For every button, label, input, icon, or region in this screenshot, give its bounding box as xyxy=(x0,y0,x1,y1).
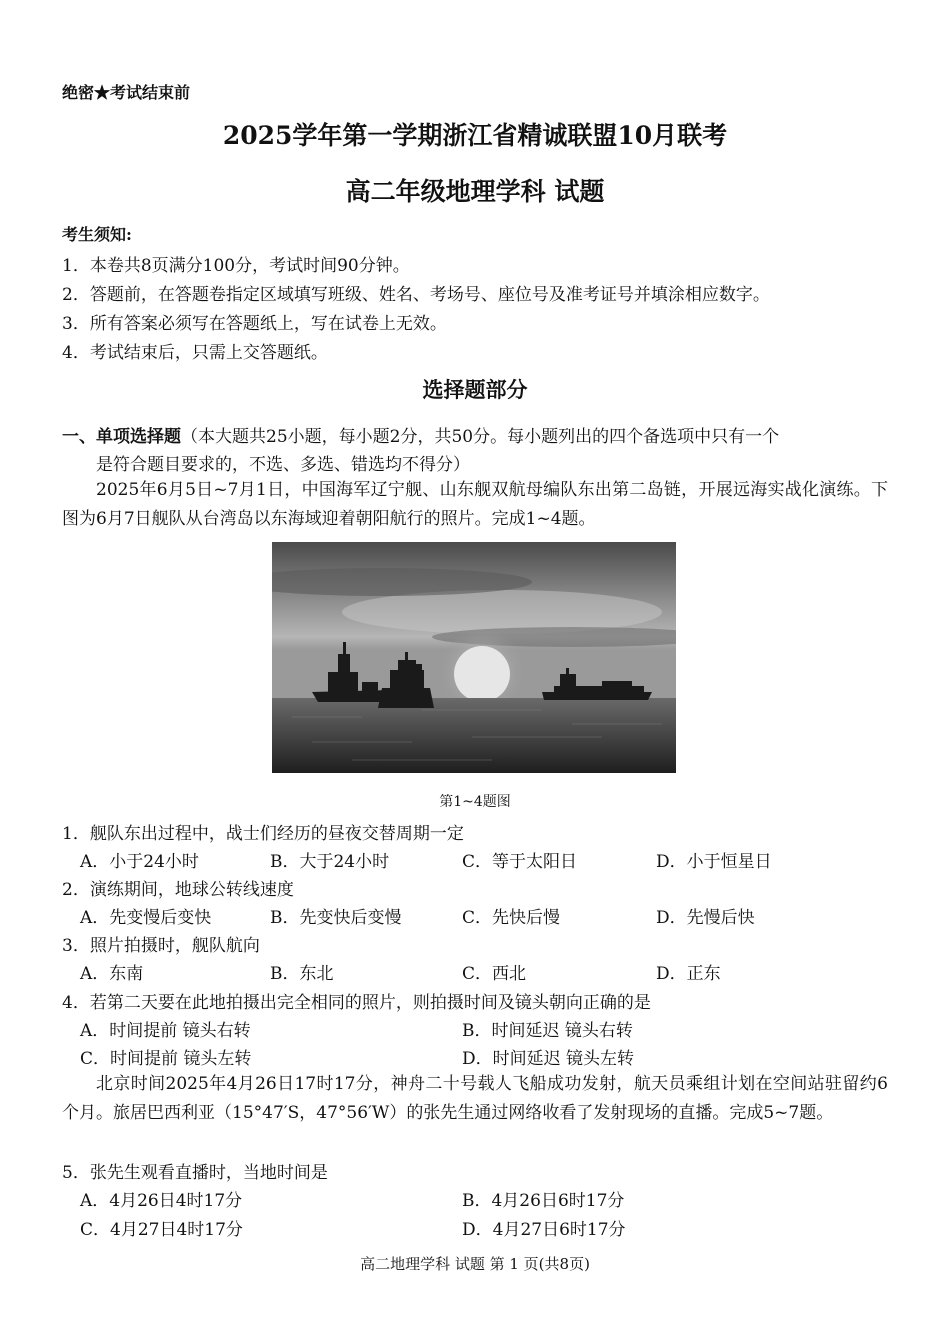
option-c: C．4月27日4时17分 xyxy=(80,1220,243,1240)
passage-1: 2025年6月5日~7月1日，中国海军辽宁舰、山东舰双航母编队东出第二岛链，开展远海实战化演练。下图为6月7日舰队从台湾岛以东海域迎着朝阳航行的照片。完成1~4题。 xyxy=(62,480,888,529)
question-stem: 4．若第二天要在此地拍摄出完全相同的照片，则拍摄时间及镜头朝向正确的是 xyxy=(62,993,651,1013)
question-stem: 2．演练期间，地球公转线速度 xyxy=(62,880,294,900)
option-c: C．等于太阳日 xyxy=(462,852,578,872)
section-title: 选择题部分 xyxy=(422,377,528,402)
option-a: A．先变慢后变快 xyxy=(80,908,212,928)
notice-heading: 考生须知: xyxy=(62,225,132,244)
option-d: D．小于恒星日 xyxy=(656,852,772,872)
question-stem: 1．舰队东出过程中，战士们经历的昼夜交替周期一定 xyxy=(62,824,464,844)
option-a: A．小于24小时 xyxy=(80,852,199,872)
option-d: D．4月27日6时17分 xyxy=(462,1220,626,1240)
notice-item: 1．本卷共8页满分100分，考试时间90分钟。 xyxy=(62,256,410,276)
option-b: B．东北 xyxy=(270,964,334,984)
fleet-sunrise-photo xyxy=(272,542,676,773)
notice-item: 2．答题前，在答题卷指定区域填写班级、姓名、考场号、座位号及准考证号并填涂相应数字。 xyxy=(62,285,770,305)
option-b: B．先变快后变慢 xyxy=(270,908,402,928)
part1-header xyxy=(62,422,779,447)
option-b: B．4月26日6时17分 xyxy=(462,1191,625,1211)
passage-2: 北京时间2025年4月26日17时17分，神舟二十号载人飞船成功发射，航天员乘组计划在空间站驻留约6个月。旅居巴西利亚（15°47′S，47°56′W）的张先生通过网络收看了发射现场的直播。完成5~7题。 xyxy=(62,1074,888,1123)
exam-title: 2025学年第一学期浙江省精诚联盟10月联考 xyxy=(222,121,728,150)
part1-label: 一、单项选择题 xyxy=(62,427,181,447)
option-b: B．大于24小时 xyxy=(270,852,390,872)
part1-desc-cont: 是符合题目要求的，不选、多选、错选均不得分） xyxy=(96,455,470,475)
page-footer: 高二地理学科 试题 第 1 页(共8页) xyxy=(360,1255,590,1273)
option-d: D．正东 xyxy=(656,964,721,984)
confidential-label: 绝密★考试结束前 xyxy=(62,83,191,102)
option-c: C．时间提前 镜头左转 xyxy=(80,1049,252,1069)
option-c: C．西北 xyxy=(462,964,527,984)
option-d: D．时间延迟 镜头左转 xyxy=(462,1049,635,1069)
option-b: B．时间延迟 镜头右转 xyxy=(462,1021,633,1041)
option-a: A．东南 xyxy=(80,964,144,984)
part1-desc: （本大题共25小题，每小题2分，共50分。每小题列出的四个备选项中只有一个 xyxy=(181,427,780,447)
option-c: C．先快后慢 xyxy=(462,908,561,928)
option-a: A．4月26日4时17分 xyxy=(80,1191,243,1211)
notice-item: 3．所有答案必须写在答题纸上，写在试卷上无效。 xyxy=(62,314,447,334)
question-stem: 3．照片拍摄时，舰队航向 xyxy=(62,936,260,956)
option-d: D．先慢后快 xyxy=(656,908,755,928)
notice-item: 4．考试结束后，只需上交答题纸。 xyxy=(62,343,328,363)
exam-subtitle: 高二年级地理学科 试题 xyxy=(345,177,605,206)
question-stem: 5．张先生观看直播时，当地时间是 xyxy=(62,1163,328,1183)
figure-caption: 第1~4题图 xyxy=(439,794,511,810)
option-a: A．时间提前 镜头右转 xyxy=(80,1021,251,1041)
